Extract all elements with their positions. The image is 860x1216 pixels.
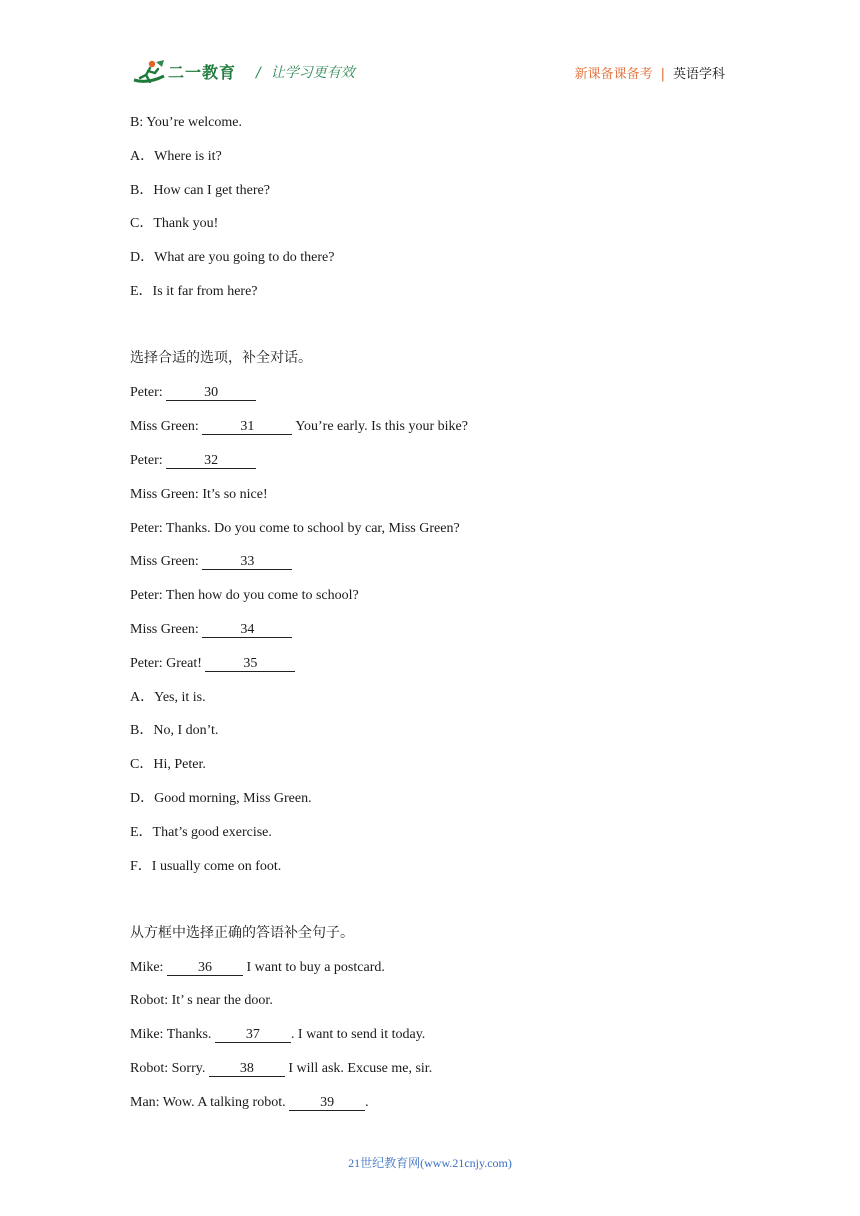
- answer-blank[interactable]: 35: [205, 656, 295, 672]
- speaker-text: Mike: Thanks.: [130, 1027, 215, 1042]
- speaker-text: Robot: Sorry.: [130, 1061, 209, 1076]
- dialogue-line: [130, 655, 295, 673]
- dialogue-after-text: I want to buy a postcard.: [246, 960, 385, 975]
- section1-option: E．Is it far from here?: [130, 284, 258, 299]
- answer-blank[interactable]: 34: [202, 622, 292, 638]
- dialogue-line: Miss Green: It’s so nice!: [130, 487, 268, 502]
- dialogue-line: [130, 959, 385, 977]
- dialogue-after-text: I will ask. Excuse me, sir.: [288, 1061, 433, 1076]
- dialogue-line: [130, 1026, 425, 1044]
- dialogue-line: [130, 452, 256, 470]
- dialogue-line: [130, 418, 468, 436]
- section1-option: D．What are you going to do there?: [130, 250, 335, 265]
- dialogue-line: [130, 1060, 432, 1078]
- speaker-text: Miss Green:: [130, 554, 203, 569]
- header-tagline: 新课备课备考: [574, 67, 653, 82]
- section2-option: E．That’s good exercise.: [130, 825, 272, 840]
- section2-option: F．I usually come on foot.: [130, 859, 282, 874]
- section2-option: A．Yes, it is.: [130, 690, 206, 705]
- section2-option: C．Hi, Peter.: [130, 757, 206, 772]
- section2-option: B．No, I don’t.: [130, 723, 219, 738]
- speaker-text: Mike:: [130, 960, 167, 975]
- slogan-slash: /: [256, 65, 261, 81]
- section1-option: A．Where is it?: [130, 149, 222, 164]
- header-divider: |: [660, 67, 665, 82]
- dialogue-line: Peter: Then how do you come to school?: [130, 588, 359, 603]
- page-header: [130, 54, 725, 90]
- page-footer[interactable]: 21世纪教育网(www.21cnjy.com): [348, 1156, 512, 1170]
- answer-blank[interactable]: 39: [289, 1095, 365, 1111]
- answer-blank[interactable]: 30: [166, 385, 256, 401]
- section2-option: D．Good morning, Miss Green.: [130, 791, 312, 806]
- answer-blank[interactable]: 33: [202, 554, 292, 570]
- section1-option: B．How can I get there?: [130, 183, 270, 198]
- dialogue-line: Robot: It’ s near the door.: [130, 993, 273, 1008]
- answer-blank[interactable]: 32: [166, 453, 256, 469]
- section3-instruction: 从方框中选择正确的答语补全句子。: [130, 926, 354, 941]
- speaker-text: Miss Green:: [130, 419, 203, 434]
- dialogue-line: Peter: Thanks. Do you come to school by car, Miss Green?: [130, 521, 460, 536]
- dialogue-after-text: You’re early. Is this your bike?: [295, 419, 468, 434]
- header-right: [575, 63, 725, 82]
- speaker-text: Peter: Great!: [130, 656, 206, 671]
- slogan: [256, 62, 355, 82]
- answer-blank[interactable]: 38: [209, 1061, 285, 1077]
- header-subject: 英语学科: [672, 67, 725, 82]
- dialogue-after-text: .: [365, 1095, 369, 1110]
- answer-blank[interactable]: 36: [167, 960, 243, 976]
- section1-closing-line: B: You’re welcome.: [130, 115, 242, 130]
- dialogue-line: [130, 621, 292, 639]
- dialogue-line: [130, 553, 292, 571]
- logo-text: 二一教育: [168, 63, 237, 82]
- section2-instruction: 选择合适的选项，补全对话。: [130, 351, 312, 366]
- dialogue-after-text: . I want to send it today.: [290, 1027, 426, 1042]
- answer-blank[interactable]: 31: [202, 419, 292, 435]
- speaker-text: Peter:: [130, 453, 167, 468]
- answer-blank[interactable]: 37: [215, 1027, 291, 1043]
- dialogue-line: [130, 384, 256, 402]
- speaker-text: Peter:: [130, 385, 167, 400]
- dialogue-line: [130, 1094, 369, 1112]
- slogan-text: 让学习更有效: [270, 65, 355, 81]
- speaker-text: Miss Green:: [130, 622, 203, 637]
- speaker-text: Man: Wow. A talking robot.: [130, 1095, 290, 1110]
- section1-option: C．Thank you!: [130, 216, 219, 231]
